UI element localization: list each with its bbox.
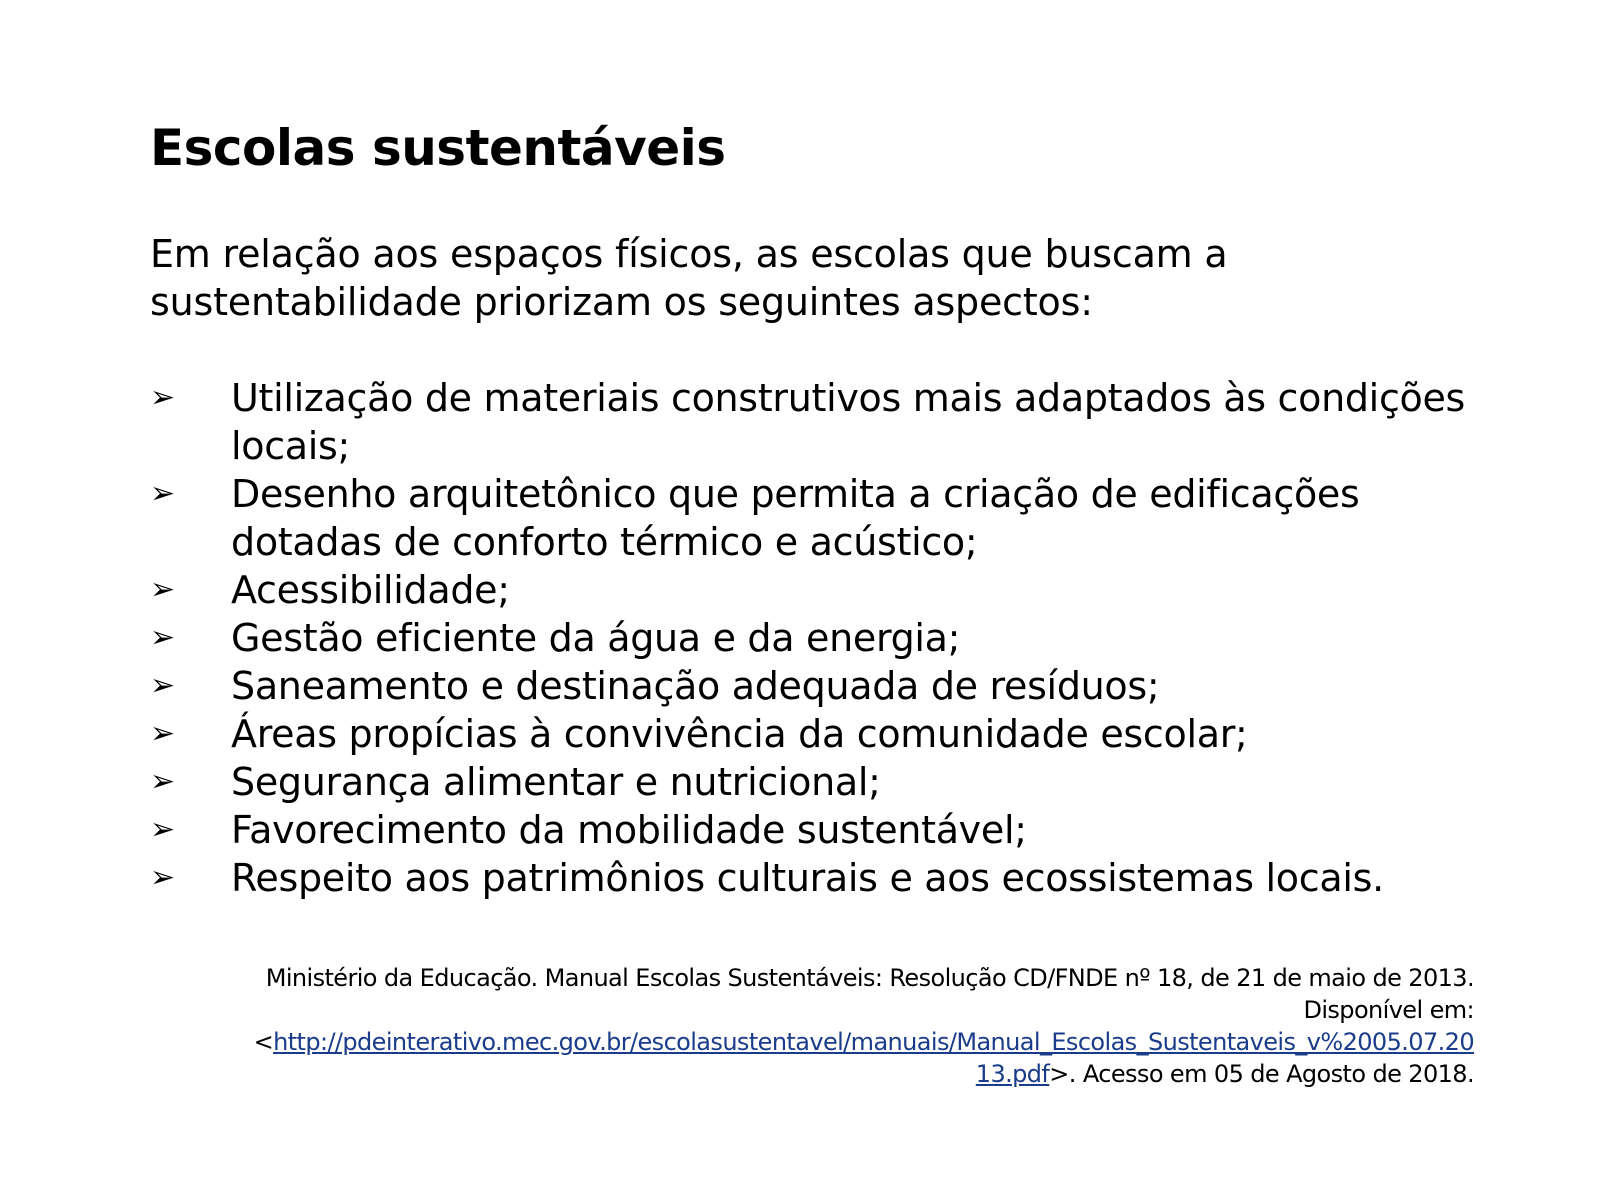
list-item [150,566,1480,614]
arrow-bullet-icon: ➢ [150,380,175,415]
citation-line-3 [150,1026,1474,1058]
citation-link-continued[interactable]: 13.pdf [975,1060,1050,1088]
arrow-bullet-icon: ➢ [150,764,175,799]
list-item [150,662,1480,710]
list-item [150,710,1480,758]
citation-line-1: Ministério da Educação. Manual Escolas Sustentáveis: Resolução CD/FNDE nº 18, de 21 de maio de 2013. [265,964,1474,992]
arrow-bullet-icon: ➢ [150,476,175,511]
list-item [150,614,1480,662]
citation-line-2: Disponível em: [1303,996,1474,1024]
citation-link[interactable]: http://pdeinterativo.mec.gov.br/escolasustentavel/manuais/Manual_Escolas_Sustentaveis_v%2005.07.20 [273,1028,1474,1056]
intro-paragraph [150,230,1450,326]
arrow-bullet-icon: ➢ [150,668,175,703]
list-item-text: Segurança alimentar e nutricional; [231,760,881,804]
arrow-bullet-icon: ➢ [150,716,175,751]
citation-link-prefix: < [253,1028,274,1056]
arrow-bullet-icon: ➢ [150,620,175,655]
arrow-bullet-icon: ➢ [150,812,175,847]
list-item [150,854,1480,902]
list-item-line: dotadas de conforto térmico e acústico; [231,520,978,564]
list-item [150,806,1480,854]
list-item [150,374,1480,470]
list-item-text: Respeito aos patrimônios culturais e aos ecossistemas locais. [231,856,1384,900]
list-item-text [231,374,1480,470]
list-item-text: Gestão eficiente da água e da energia; [231,616,961,660]
arrow-bullet-icon: ➢ [150,860,175,895]
list-item [150,758,1480,806]
slide-title: Escolas sustentáveis [150,119,726,177]
list-item-line: Desenho arquitetônico que permita a criação de edificações [231,472,1360,516]
citation-access-date: >. Acesso em 05 de Agosto de 2018. [1049,1060,1474,1088]
arrow-bullet-icon: ➢ [150,572,175,607]
list-item [150,470,1480,566]
list-item-text [231,470,1480,566]
citation [150,962,1474,1090]
list-item-line: Utilização de materiais construtivos mais adaptados às condições [231,376,1466,420]
intro-line-1: Em relação aos espaços físicos, as escolas que buscam a [150,232,1228,276]
list-item-text: Áreas propícias à convivência da comunidade escolar; [231,712,1248,756]
intro-line-2: sustentabilidade priorizam os seguintes aspectos: [150,280,1093,324]
list-item-text: Acessibilidade; [231,568,510,612]
aspects-list [150,374,1480,902]
citation-line-4 [150,1058,1474,1090]
list-item-line: locais; [231,424,351,468]
list-item-text: Favorecimento da mobilidade sustentável; [231,808,1027,852]
list-item-text: Saneamento e destinação adequada de resíduos; [231,664,1160,708]
